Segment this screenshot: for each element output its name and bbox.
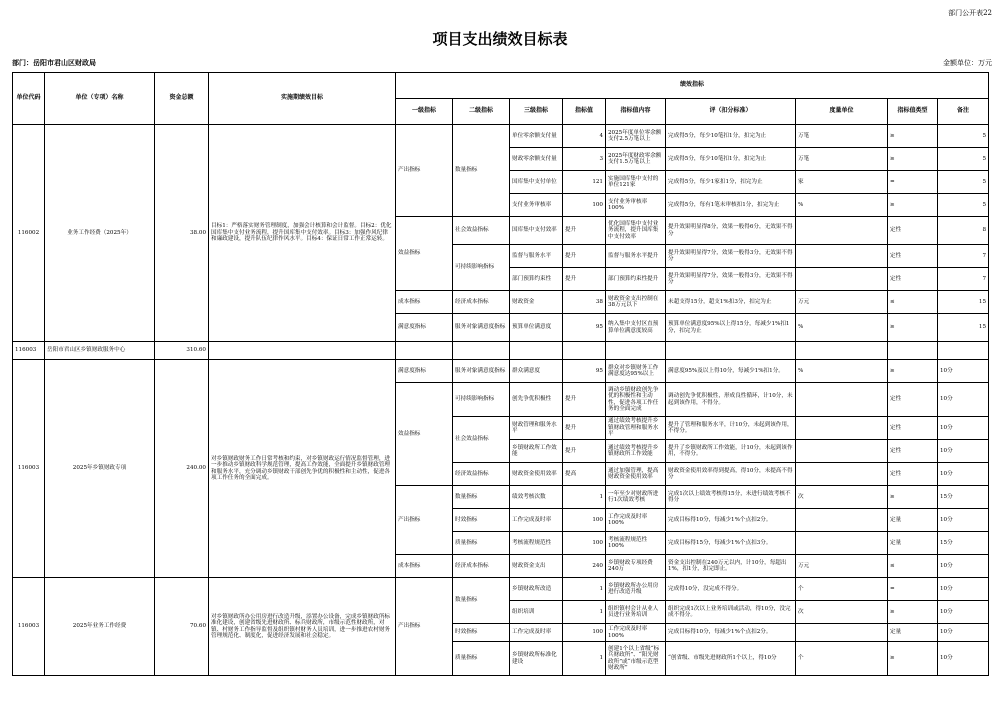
content-cell: 乡镇财政专项经费240万 bbox=[606, 555, 666, 578]
content-cell: 财政资金支出控制在38万元以下 bbox=[606, 291, 666, 314]
empty-cell bbox=[396, 342, 453, 360]
scoring-cell: 完成得5分，每有1笔未审核扣1分，扣完为止 bbox=[666, 194, 796, 217]
level2-cell: 经济成本指标 bbox=[453, 291, 510, 314]
remark-cell: 7 bbox=[938, 268, 989, 291]
scoring-cell: 完成得5分，每少10笔扣1分，扣完为止 bbox=[666, 148, 796, 171]
amount-unit-label: 金额单位：万元 bbox=[943, 59, 992, 67]
content-cell: 通过绩效考核提升乡镇财政所工作效能 bbox=[606, 440, 666, 463]
empty-cell bbox=[563, 342, 606, 360]
measure-cell bbox=[796, 217, 888, 245]
empty-cell bbox=[510, 342, 563, 360]
measure-cell bbox=[796, 463, 888, 486]
scoring-cell: 提升效果明显得7分，效果一般得3分，无效果不得分 bbox=[666, 268, 796, 291]
header-measure: 度量单位 bbox=[796, 99, 888, 125]
header-indicators: 绩效指标 bbox=[396, 73, 989, 99]
empty-cell bbox=[666, 342, 796, 360]
header-content: 指标值内容 bbox=[606, 99, 666, 125]
value-cell: 提升 bbox=[563, 383, 606, 417]
measure-cell: 万元 bbox=[796, 291, 888, 314]
level1-cell: 产出指标 bbox=[396, 125, 453, 217]
level1-cell: 满意度指标 bbox=[396, 360, 453, 383]
remark-cell: 15分 bbox=[938, 486, 989, 509]
unit-code-cell: 116003 bbox=[13, 578, 45, 676]
measure-cell: 次 bbox=[796, 486, 888, 509]
remark-cell: 5 bbox=[938, 171, 989, 194]
remark-cell: 5 bbox=[938, 194, 989, 217]
value-cell: 提升 bbox=[563, 245, 606, 268]
goal-cell: 目标1：严格落实财务管理制度，加强会计核算和会计监督。目标2：优化国库集中支付业务流程，提升国库集中支付效率。目标3：加强作风纪律和廉政建设，提升队伍纪律作风水平。目标4：保证日常工作正常运转。 bbox=[209, 125, 396, 342]
level2-cell: 时效指标 bbox=[453, 624, 510, 642]
remark-cell: 10分 bbox=[938, 360, 989, 383]
content-cell: 一年至少对财政所进行1次绩效考核 bbox=[606, 486, 666, 509]
remark-cell: 10分 bbox=[938, 555, 989, 578]
value-type-cell: ≥ bbox=[888, 314, 938, 342]
value-cell: 1 bbox=[563, 642, 606, 676]
value-cell: 95 bbox=[563, 360, 606, 383]
value-type-cell: ≥ bbox=[888, 642, 938, 676]
scoring-cell: 完成得5分，每少10笔扣1分，扣完为止 bbox=[666, 125, 796, 148]
content-cell: 纳入集中支付区直预算单位满意度较高 bbox=[606, 314, 666, 342]
measure-cell: 万笔 bbox=[796, 148, 888, 171]
measure-cell: 万元 bbox=[796, 555, 888, 578]
scoring-cell: 完成目标得15分，每减少1%个点扣3分。 bbox=[666, 532, 796, 555]
level2-cell: 经济效益指标 bbox=[453, 463, 510, 486]
goal-cell: 对乡镇财政财务工作日常考核和约束，对乡镇财政运行情况监督管理，进一步推动乡镇财政科学规范管理，提高工作效能，全面提升乡镇财政管理和服务水平，充分调动乡镇财政干部创先争优的积极性和主动性，促进各项工作任务的全面完成。 bbox=[209, 360, 396, 578]
value-type-cell: 定性 bbox=[888, 217, 938, 245]
content-cell: 工作完成及时率100% bbox=[606, 624, 666, 642]
measure-cell bbox=[796, 245, 888, 268]
value-cell: 100 bbox=[563, 532, 606, 555]
content-cell: 2025年度单位零余额支付2.5万笔以上 bbox=[606, 125, 666, 148]
level3-cell: 绩效考核次数 bbox=[510, 486, 563, 509]
value-type-cell: 定性 bbox=[888, 463, 938, 486]
value-cell: 1 bbox=[563, 601, 606, 624]
project-name-cell: 2025年业务工作经费 bbox=[45, 578, 155, 676]
measure-cell bbox=[796, 268, 888, 291]
value-cell: 3 bbox=[563, 148, 606, 171]
page-number: 部门公开表22 bbox=[948, 9, 992, 17]
header-total-funds: 资金总额 bbox=[155, 73, 209, 125]
level3-cell: 支付业务审核率 bbox=[510, 194, 563, 217]
value-type-cell: 定性 bbox=[888, 417, 938, 440]
scoring-cell: 完成目标得10分，每减少1%个点扣2分。 bbox=[666, 624, 796, 642]
value-type-cell: ≥ bbox=[888, 601, 938, 624]
remark-cell: 7 bbox=[938, 245, 989, 268]
value-cell: 121 bbox=[563, 171, 606, 194]
scoring-cell: 资金支出控制在240万元以内，计10分，每超出1%，扣1分，扣完即止。 bbox=[666, 555, 796, 578]
level3-cell: 国库集中支付效率 bbox=[510, 217, 563, 245]
level2-cell: 可持续影响指标 bbox=[453, 245, 510, 291]
remark-cell: 10分 bbox=[938, 463, 989, 486]
scoring-cell: 组织完成1次以上业务培训或活动，得10分，没完成不得分。 bbox=[666, 601, 796, 624]
level3-cell: 乡镇财政所标准化建设 bbox=[510, 642, 563, 676]
measure-cell: % bbox=[796, 194, 888, 217]
header-remark: 备注 bbox=[938, 99, 989, 125]
level3-cell: 财政资金支出 bbox=[510, 555, 563, 578]
level2-cell: 质量指标 bbox=[453, 532, 510, 555]
empty-cell bbox=[938, 342, 989, 360]
empty-cell bbox=[453, 342, 510, 360]
content-cell: 乡镇财政所办公用房进行改造升级 bbox=[606, 578, 666, 601]
remark-cell: 10分 bbox=[938, 578, 989, 601]
value-type-cell: ≥ bbox=[888, 125, 938, 148]
remark-cell: 10分 bbox=[938, 601, 989, 624]
remark-cell: 8 bbox=[938, 217, 989, 245]
level1-cell: 产出指标 bbox=[396, 578, 453, 676]
level3-cell: 工作完成及时率 bbox=[510, 509, 563, 532]
header-value: 指标值 bbox=[563, 99, 606, 125]
content-cell: 监督与服务水平提升 bbox=[606, 245, 666, 268]
value-type-cell: = bbox=[888, 578, 938, 601]
scoring-cell: 未超支得15分，超支1%扣3分，扣完为止 bbox=[666, 291, 796, 314]
level2-cell: 社会效益指标 bbox=[453, 217, 510, 245]
scoring-cell: 完成1次以上绩效考核得15分，未进行绩效考核不得分 bbox=[666, 486, 796, 509]
level2-cell: 数量指标 bbox=[453, 578, 510, 624]
level3-cell: 财政零余额支付量 bbox=[510, 148, 563, 171]
value-type-cell: 定性 bbox=[888, 440, 938, 463]
header-goals: 实施期绩效目标 bbox=[209, 73, 396, 125]
measure-cell: 家 bbox=[796, 171, 888, 194]
level3-cell: 财政资金 bbox=[510, 291, 563, 314]
value-type-cell: 定量 bbox=[888, 624, 938, 642]
level3-cell: 工作完成及时率 bbox=[510, 624, 563, 642]
scoring-cell: 提升了管理和服务水平，计10分，未起到该作用，不得分。 bbox=[666, 417, 796, 440]
measure-cell: 万笔 bbox=[796, 125, 888, 148]
header-unit-code: 单位代码 bbox=[13, 73, 45, 125]
level2-cell: 经济成本指标 bbox=[453, 555, 510, 578]
measure-cell: % bbox=[796, 314, 888, 342]
remark-cell: 5 bbox=[938, 148, 989, 171]
header-value-type: 指标值类型 bbox=[888, 99, 938, 125]
measure-cell bbox=[796, 532, 888, 555]
scoring-cell: 提升效果明显得8分，效果一般得6分，无效果不得分 bbox=[666, 217, 796, 245]
empty-cell bbox=[888, 342, 938, 360]
scoring-cell: 调动创先争优积极性，形成良性循环，计10分，未起到该作用，不得分。 bbox=[666, 383, 796, 417]
scoring-cell: 完成得10分，没完成不得分。 bbox=[666, 578, 796, 601]
level2-cell: 数量指标 bbox=[453, 125, 510, 217]
header-scoring: 评（扣分标准） bbox=[666, 99, 796, 125]
funds-cell: 240.00 bbox=[155, 360, 209, 578]
empty-cell bbox=[209, 342, 396, 360]
value-cell: 提高 bbox=[563, 463, 606, 486]
funds-cell: 310.60 bbox=[155, 342, 209, 360]
content-cell: 2025年度财政零余额支付1.5万笔以上 bbox=[606, 148, 666, 171]
value-type-cell: ≥ bbox=[888, 148, 938, 171]
value-cell: 提升 bbox=[563, 217, 606, 245]
level1-cell: 效益指标 bbox=[396, 383, 453, 486]
remark-cell: 15分 bbox=[938, 532, 989, 555]
measure-cell: 个 bbox=[796, 578, 888, 601]
value-type-cell: = bbox=[888, 171, 938, 194]
value-type-cell: 定性 bbox=[888, 268, 938, 291]
measure-cell: % bbox=[796, 360, 888, 383]
level3-cell: 组织培训 bbox=[510, 601, 563, 624]
measure-cell: 个 bbox=[796, 642, 888, 676]
remark-cell: 5 bbox=[938, 125, 989, 148]
value-cell: 1 bbox=[563, 486, 606, 509]
content-cell: 部门预算约束性提升 bbox=[606, 268, 666, 291]
level2-cell: 时效指标 bbox=[453, 509, 510, 532]
content-cell: 实施国库集中支付的单位121家 bbox=[606, 171, 666, 194]
measure-cell bbox=[796, 383, 888, 417]
level3-cell: 考核流程规范性 bbox=[510, 532, 563, 555]
level1-cell: 满意度指标 bbox=[396, 314, 453, 342]
value-type-cell: 定性 bbox=[888, 383, 938, 417]
value-type-cell: ≤ bbox=[888, 291, 938, 314]
value-type-cell: ≤ bbox=[888, 555, 938, 578]
level2-cell: 服务对象满意度指标 bbox=[453, 314, 510, 342]
scoring-cell: 满意度95%及以上得10分，每减少1%扣1分。 bbox=[666, 360, 796, 383]
value-cell: 提升 bbox=[563, 268, 606, 291]
level3-cell: 财政资金使用效率 bbox=[510, 463, 563, 486]
measure-cell: 次 bbox=[796, 601, 888, 624]
level3-cell: 预算单位满意度 bbox=[510, 314, 563, 342]
level3-cell: 单位零余额支付量 bbox=[510, 125, 563, 148]
level2-cell: 质量指标 bbox=[453, 642, 510, 676]
value-type-cell: 定量 bbox=[888, 509, 938, 532]
value-cell: 240 bbox=[563, 555, 606, 578]
remark-cell: 10分 bbox=[938, 440, 989, 463]
header-project-name: 单位（专项）名称 bbox=[45, 73, 155, 125]
content-cell: 通过加强管理，提高财政资金使用效率 bbox=[606, 463, 666, 486]
empty-cell bbox=[606, 342, 666, 360]
value-cell: 提升 bbox=[563, 440, 606, 463]
scoring-cell: 完成目标得10分，每减少1%个点扣2分。 bbox=[666, 509, 796, 532]
value-type-cell: 定量 bbox=[888, 532, 938, 555]
goal-cell: 对乡镇财政所办公用房进行改造升级，添置办公设备，完成乡镇财政所标准化建设，创建省级先进财政所、标兵财政所，市级示范性财政所，对镇、村财务工作指导监督及组织镇村财务人员培训，进一步推进农村财务管理规范化、制度化，促进经济发展和社会稳定。 bbox=[209, 578, 396, 676]
measure-cell bbox=[796, 440, 888, 463]
header-level1: 一级指标 bbox=[396, 99, 453, 125]
remark-cell: 10分 bbox=[938, 624, 989, 642]
level2-cell: 数量指标 bbox=[453, 486, 510, 509]
page-title: 项目支出绩效目标表 bbox=[432, 30, 568, 48]
performance-table bbox=[12, 72, 989, 676]
content-cell: 调动乡镇财政创先争优的积极性和主动性，促进各项工作任务的全面完成 bbox=[606, 383, 666, 417]
value-cell: 提升 bbox=[563, 417, 606, 440]
level3-cell: 创先争优积极性 bbox=[510, 383, 563, 417]
funds-cell: 70.60 bbox=[155, 578, 209, 676]
content-cell: 群众对乡镇财务工作满意度达95%以上 bbox=[606, 360, 666, 383]
level2-cell: 社会效益指标 bbox=[453, 417, 510, 463]
content-cell: 工作完成及时率100% bbox=[606, 509, 666, 532]
level3-cell: 乡镇财政所改造 bbox=[510, 578, 563, 601]
project-name-cell: 业务工作经费（2025年） bbox=[45, 125, 155, 342]
content-cell: 组织镇村会计从业人员进行业务培训 bbox=[606, 601, 666, 624]
level3-cell: 监督与服务水平 bbox=[510, 245, 563, 268]
value-cell: 100 bbox=[563, 624, 606, 642]
value-cell: 95 bbox=[563, 314, 606, 342]
scoring-cell: 提升了乡镇财政所工作效能，计10分，未起到该作用，不得分。 bbox=[666, 440, 796, 463]
content-cell: 创建1个以上省级“标兵财政所”、“阳光财政所”或“市级示范型财政所” bbox=[606, 642, 666, 676]
value-type-cell: 定性 bbox=[888, 245, 938, 268]
remark-cell: 15 bbox=[938, 314, 989, 342]
level3-cell: 部门预算约束性 bbox=[510, 268, 563, 291]
value-cell: 100 bbox=[563, 509, 606, 532]
remark-cell: 10分 bbox=[938, 417, 989, 440]
funds-cell: 38.00 bbox=[155, 125, 209, 342]
value-cell: 4 bbox=[563, 125, 606, 148]
scoring-cell: 预算单位满意度95%以上得15分，每减少1%扣1分，扣完为止 bbox=[666, 314, 796, 342]
scoring-cell: 提升效果明显得7分，效果一般得3分，无效果不得分 bbox=[666, 245, 796, 268]
level3-cell: 国库集中支付单位 bbox=[510, 171, 563, 194]
measure-cell bbox=[796, 624, 888, 642]
value-type-cell: ≥ bbox=[888, 360, 938, 383]
scoring-cell: 完成得5分，每少1家扣1分，扣完为止 bbox=[666, 171, 796, 194]
value-cell: 100 bbox=[563, 194, 606, 217]
level1-cell: 效益指标 bbox=[396, 217, 453, 291]
level1-cell: 产出指标 bbox=[396, 486, 453, 555]
project-name-cell: 2025年乡镇财政专项 bbox=[45, 360, 155, 578]
remark-cell: 10分 bbox=[938, 642, 989, 676]
level3-cell: 群众满意度 bbox=[510, 360, 563, 383]
content-cell: 支付业务审核率100% bbox=[606, 194, 666, 217]
remark-cell: 15 bbox=[938, 291, 989, 314]
value-type-cell: ≥ bbox=[888, 486, 938, 509]
level3-cell: 财政管理和服务水平 bbox=[510, 417, 563, 440]
value-cell: 1 bbox=[563, 578, 606, 601]
content-cell: 考核流程规范性100% bbox=[606, 532, 666, 555]
measure-cell bbox=[796, 509, 888, 532]
content-cell: 优化国库集中支付业务流程，提升国库集中支付效率 bbox=[606, 217, 666, 245]
level2-cell: 可持续影响指标 bbox=[453, 383, 510, 417]
level1-cell: 成本指标 bbox=[396, 555, 453, 578]
value-cell: 38 bbox=[563, 291, 606, 314]
scoring-cell: “创省级、市级先进财政所1个以上，得10分 bbox=[666, 642, 796, 676]
level1-cell: 成本指标 bbox=[396, 291, 453, 314]
header-level2: 二级指标 bbox=[453, 99, 510, 125]
measure-cell bbox=[796, 417, 888, 440]
department-label: 部门：岳阳市君山区财政局 bbox=[12, 58, 96, 67]
unit-code-cell: 116003 bbox=[13, 360, 45, 578]
content-cell: 通过绩效考核提升乡镇财政管理和服务水平 bbox=[606, 417, 666, 440]
remark-cell: 10分 bbox=[938, 383, 989, 417]
level3-cell: 乡镇财政所工作效能 bbox=[510, 440, 563, 463]
unit-code-cell: 116003 bbox=[13, 342, 45, 360]
value-type-cell: ≥ bbox=[888, 194, 938, 217]
remark-cell: 10分 bbox=[938, 509, 989, 532]
empty-cell bbox=[796, 342, 888, 360]
header-level3: 三级指标 bbox=[510, 99, 563, 125]
unit-code-cell: 116002 bbox=[13, 125, 45, 342]
scoring-cell: 财政资金使用效率得到提高，得10分，未提高不得分 bbox=[666, 463, 796, 486]
level2-cell: 服务对象满意度指标 bbox=[453, 360, 510, 383]
project-name-cell: 岳阳市君山区乡镇财政服务中心 bbox=[45, 342, 155, 360]
